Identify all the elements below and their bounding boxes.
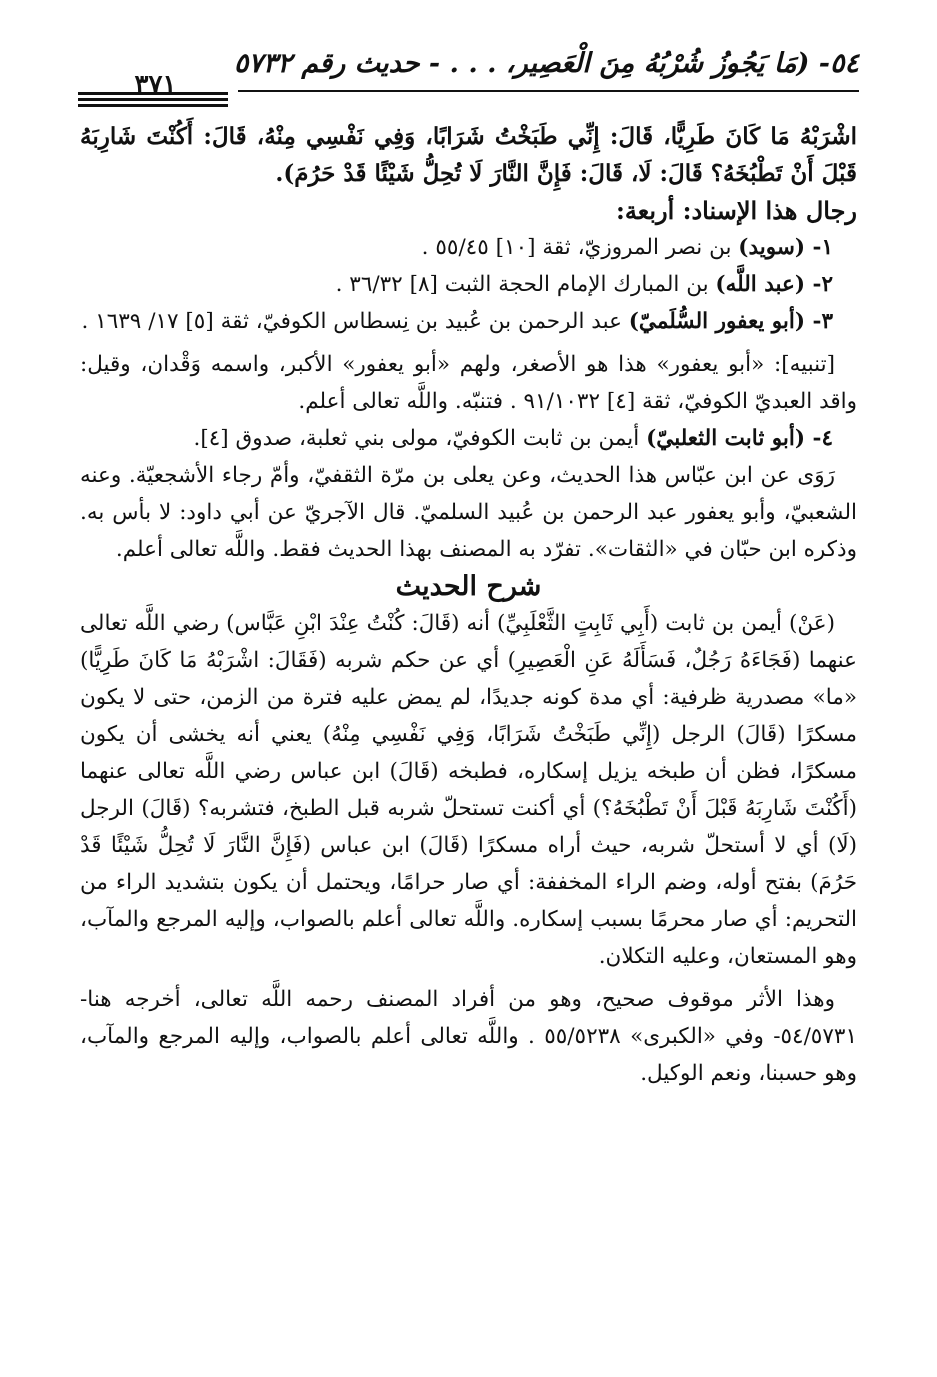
narrator-detail: بن المبارك الإمام الحجة الثبت [٨] ٣٦/٣٢ . [335,272,709,297]
sharh-paragraph: (عَنْ) أيمن بن ثابت (أَبِي ثَابِتٍ الثَّعْلَبِيِّ) أنه (قَالَ: كُنْتُ عِنْدَ ابْنِ عَبَّاس) رضي اللَّه تعالى عنهما (فَجَاءَهُ رَجُلٌ، فَسَأَلَهُ عَنِ الْعَصِيرِ) أي عن حكم شربه (فَقَالَ: اشْرَبْهُ مَا كَانَ طَرِيًّا) «ما» مصدرية ظرفية: أي مدة كونه جديدًا، لم يمض عليه فترة من الزمن، حتى لا يكون مسكرًا (قَالَ) الرجل (إِنِّي طَبَخْتُ شَرَابًا، وَفِي نَفْسِي مِنْهُ) يعني أنه يخشى أن يكون مسكرًا، فظن أن طبخه يزيل إسكاره، فطبخه (قَالَ) ابن عباس رضي اللَّه تعالى عنهما (أَكُنْتَ شَارِبَهُ قَبْلَ أَنْ تَطْبُخَهُ؟) أي أكنت تستحلّ شربه قبل الطبخ، فتشربه؟ (قَالَ) الرجل (لَا) أي لا أستحلّ شربه، حيث أراه مسكرًا (قَالَ) ابن عباس (فَإِنَّ النَّارَ لَا تُحِلُّ شَيْئًا قَدْ حَرُمَ) بفتح أوله، وضم الراء المخففة: أي صار حرامًا، ويحتمل أن يكون بتشديد الراء من التحريم: أي صار محرمًا بسبب إسكاره. واللَّه تعالى أعلم بالصواب، وإليه المرجع والمآب، وهو المستعان، وعليه التكلان. [80,611,857,969]
narrator-detail: أيمن بن ثابت الكوفيّ، مولى بني ثعلبة، صدوق [٤]. [193,426,640,451]
page-content [80,118,857,1092]
narrator-entry [80,229,857,266]
header-rule [78,104,228,107]
narrator-name: ٤- (أبو ثابت الثعلبيّ) [646,426,833,451]
sharh-heading: شرح الحديث [395,571,542,602]
narrator-detail: بن نصر المروزيّ، ثقة [١٠] ٥٥/٤٥ . [421,235,732,260]
narrator-detail: عبد الرحمن بن عُبيد بن نِسطاس الكوفيّ، ثقة [٥] ١٧/ ١٦٣٩ . [81,309,622,334]
narrator-entry [80,420,857,457]
takhrij-paragraph: وهذا الأثر موقوف صحيح، وهو من أفراد المصنف رحمه اللَّه تعالى، أخرجه هنا- ٥٤/٥٧٣١- وفي «الكبرى» ٥٥/٥٢٣٨ . واللَّه تعالى أعلم بالصواب، وإليه المرجع والمآب، وهو حسبنا، ونعم الوكيل. [80,987,857,1086]
header-rule [78,98,228,101]
narrator-entry [80,303,857,340]
narrator-entry [80,266,857,303]
hadith-matn: اشْرَبْهُ مَا كَانَ طَرِيًّا، قَالَ: إِنِّي طَبَخْتُ شَرَابًا، وَفِي نَفْسِي مِنْهُ، قَالَ: أَكُنْتَ شَارِبَهُ قَبْلَ أَنْ تَطْبُخَهُ؟ قَالَ: لَا، قَالَ: فَإِنَّ النَّارَ لَا تُحِلُّ شَيْئًا قَدْ حَرُمَ). [80,123,857,187]
narrator-name: ٢- (عبد اللَّه) [715,272,833,297]
narrator-name: ٣- (أبو يعفور السُّلَميّ) [628,309,833,334]
narrator-name: ١- (سويد) [738,235,833,260]
page-number: ٣٧١ [134,70,177,100]
narrator-note: [تنبيه]: «أبو يعفور» هذا هو الأصغر، ولهم «أبو يعفور» الأكبر، واسمه وَقْدان، وقيل: واقد العبديّ الكوفيّ، ثقة [٤] ٩١/١٠٣٢ . فتنبّه. واللَّه تعالى أعلم. [80,352,857,414]
page-header [78,48,859,110]
title-underline [238,90,859,92]
running-title: ٥٤- (مَا يَجُوزُ شُرْبُهُ مِنَ الْعَصِير، . . . - حديث رقم ٥٧٣٢ [233,48,859,79]
narrator-biography: رَوَى عن ابن عبّاس هذا الحديث، وعن يعلى بن مرّة الثقفيّ، وأمّ رجاء الأشجعيّة. وعنه الشعبيّ، وأبو يعفور عبد الرحمن بن عُبيد السلميّ. قال الآجريّ عن أبي داود: لا بأس به. وذكره ابن حبّان في «الثقات». تفرّد به المصنف بهذا الحديث فقط. واللَّه تعالى أعلم. [80,463,857,562]
header-rule [78,92,228,95]
rijal-heading: رجال هذا الإسناد: أربعة: [616,196,857,225]
